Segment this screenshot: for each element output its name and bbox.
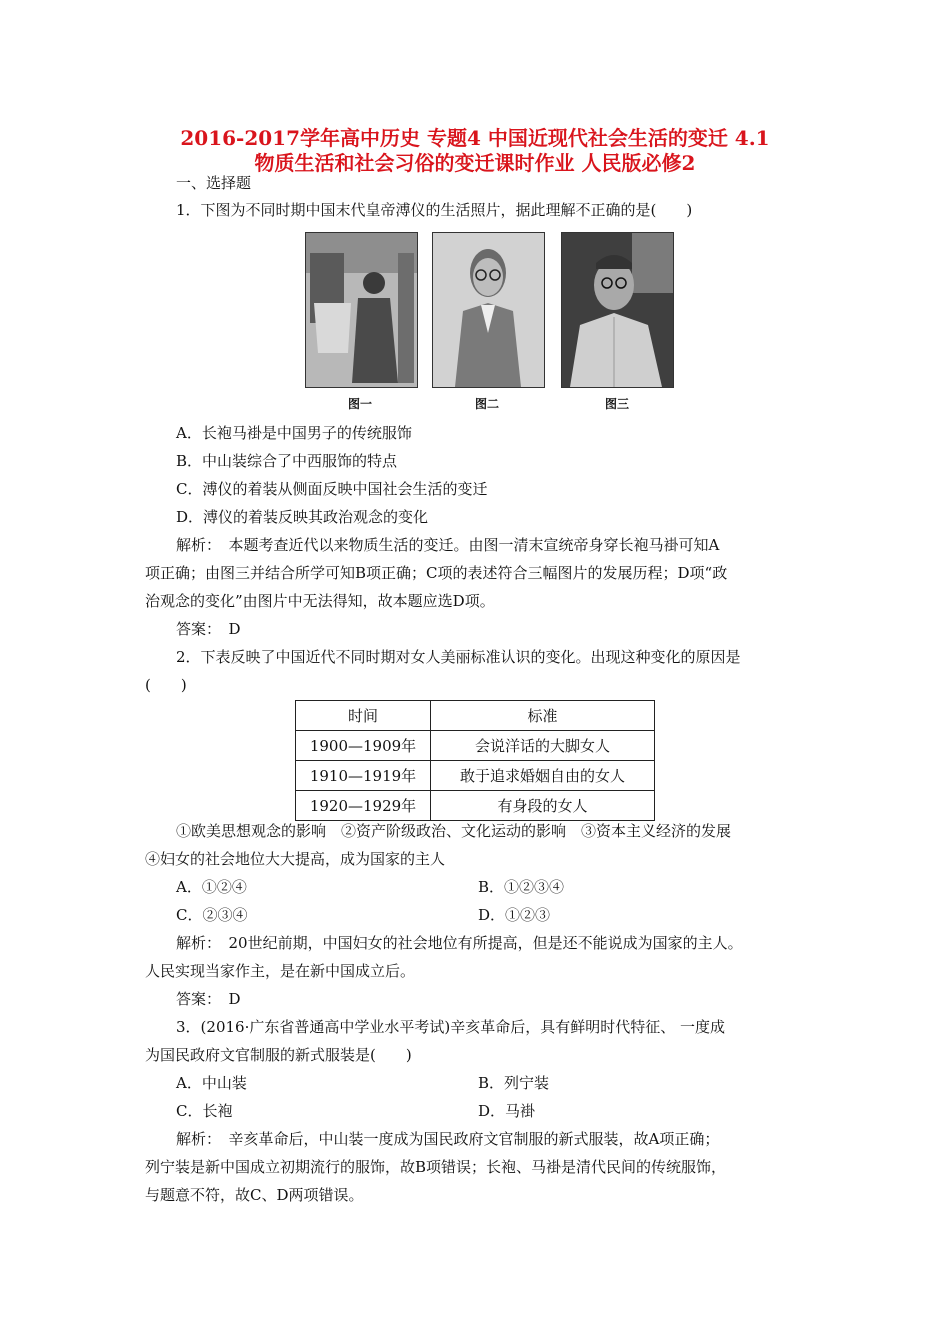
q3-stem-line2: 为国民政府文官制服的新式服装是( ) bbox=[145, 1046, 412, 1064]
q1-option-d: D．溥仪的着装反映其政治观念的变化 bbox=[176, 508, 429, 526]
table-cell-standard: 敢于追求婚姻自由的女人 bbox=[431, 761, 655, 791]
table-cell-time: 1910—1919年 bbox=[296, 761, 431, 791]
table-row bbox=[296, 791, 655, 821]
q2-option-d: D．①②③ bbox=[478, 906, 551, 924]
q3-analysis-line3: 与题意不符，故C、D两项错误。 bbox=[145, 1186, 364, 1204]
document-title-line2: 物质生活和社会习俗的变迁课时作业 人民版必修2 bbox=[254, 151, 696, 175]
q1-answer: 答案： D bbox=[176, 620, 241, 638]
q2-stem-line1: 2．下表反映了中国近代不同时期对女人美丽标准认识的变化。出现这种变化的原因是 bbox=[176, 648, 741, 666]
q3-stem-line1: 3．(2016·广东省普通高中学业水平考试)辛亥革命后，具有鲜明时代特征、 一度成 bbox=[176, 1018, 725, 1036]
q1-stem: 1．下图为不同时期中国末代皇帝溥仪的生活照片，据此理解不正确的是( ) bbox=[176, 201, 693, 219]
q2-answer: 答案： D bbox=[176, 990, 241, 1008]
q2-option-b: B．①②③④ bbox=[478, 878, 565, 896]
beauty-standard-table bbox=[295, 700, 655, 821]
section-heading: 一、选择题 bbox=[176, 174, 252, 192]
photo-3-zhongshan-suit bbox=[561, 232, 674, 388]
table-header-time: 时间 bbox=[296, 701, 431, 731]
q2-option-a: A．①②④ bbox=[176, 878, 247, 896]
q2-items-line1: ①欧美思想观念的影响 ②资产阶级政治、文化运动的影响 ③资本主义经济的发展 bbox=[176, 822, 732, 840]
q3-option-b: B．列宁装 bbox=[478, 1074, 550, 1092]
table-cell-standard: 会说洋话的大脚女人 bbox=[431, 731, 655, 761]
q2-stem-line2: ( ) bbox=[145, 676, 187, 694]
q3-option-c: C．长袍 bbox=[176, 1102, 233, 1120]
photo-1-caption: 图一 bbox=[347, 397, 372, 411]
table-header-row bbox=[296, 701, 655, 731]
q1-analysis-line3: 治观念的变化”由图片中无法得知，故本题应选D项。 bbox=[145, 592, 495, 610]
q3-option-d: D．马褂 bbox=[478, 1102, 536, 1120]
table-cell-standard: 有身段的女人 bbox=[431, 791, 655, 821]
table-cell-time: 1920—1929年 bbox=[296, 791, 431, 821]
q1-analysis-line2: 项正确；由图三并结合所学可知B项正确；C项的表述符合三幅图片的发展历程；D项“政 bbox=[145, 564, 728, 582]
q3-option-a: A．中山装 bbox=[176, 1074, 247, 1092]
q3-analysis-line2: 列宁装是新中国成立初期流行的服饰，故B项错误；长袍、马褂是清代民间的传统服饰， bbox=[145, 1158, 727, 1176]
table-row bbox=[296, 731, 655, 761]
q2-option-c: C．②③④ bbox=[176, 906, 248, 924]
table-header-standard: 标准 bbox=[431, 701, 655, 731]
q1-analysis-line1: 解析： 本题考查近代以来物质生活的变迁。由图一清末宣统帝身穿长袍马褂可知A bbox=[176, 536, 720, 554]
table-cell-time: 1900—1909年 bbox=[296, 731, 431, 761]
q1-option-c: C．溥仪的着装从侧面反映中国社会生活的变迁 bbox=[176, 480, 488, 498]
q2-analysis-line1: 解析： 20世纪前期，中国妇女的社会地位有所提高，但是还不能说成为国家的主人。 bbox=[176, 934, 743, 952]
q1-option-b: B．中山装综合了中西服饰的特点 bbox=[176, 452, 398, 470]
photo-1-emperor-robe bbox=[305, 232, 418, 388]
q2-analysis-line2: 人民实现当家作主，是在新中国成立后。 bbox=[145, 962, 416, 980]
photo-2-caption: 图二 bbox=[474, 397, 499, 411]
photo-2-western-suit bbox=[432, 232, 545, 388]
q2-items-line2: ④妇女的社会地位大大提高，成为国家的主人 bbox=[145, 850, 446, 868]
q1-option-a: A．长袍马褂是中国男子的传统服饰 bbox=[176, 424, 412, 442]
photo-3-caption: 图三 bbox=[604, 397, 629, 411]
table-row bbox=[296, 761, 655, 791]
document-title-line1: 2016-2017学年高中历史 专题4 中国近现代社会生活的变迁 4.1 bbox=[180, 126, 770, 150]
q3-analysis-line1: 解析： 辛亥革命后，中山装一度成为国民政府文官制服的新式服装，故A项正确； bbox=[176, 1130, 720, 1148]
